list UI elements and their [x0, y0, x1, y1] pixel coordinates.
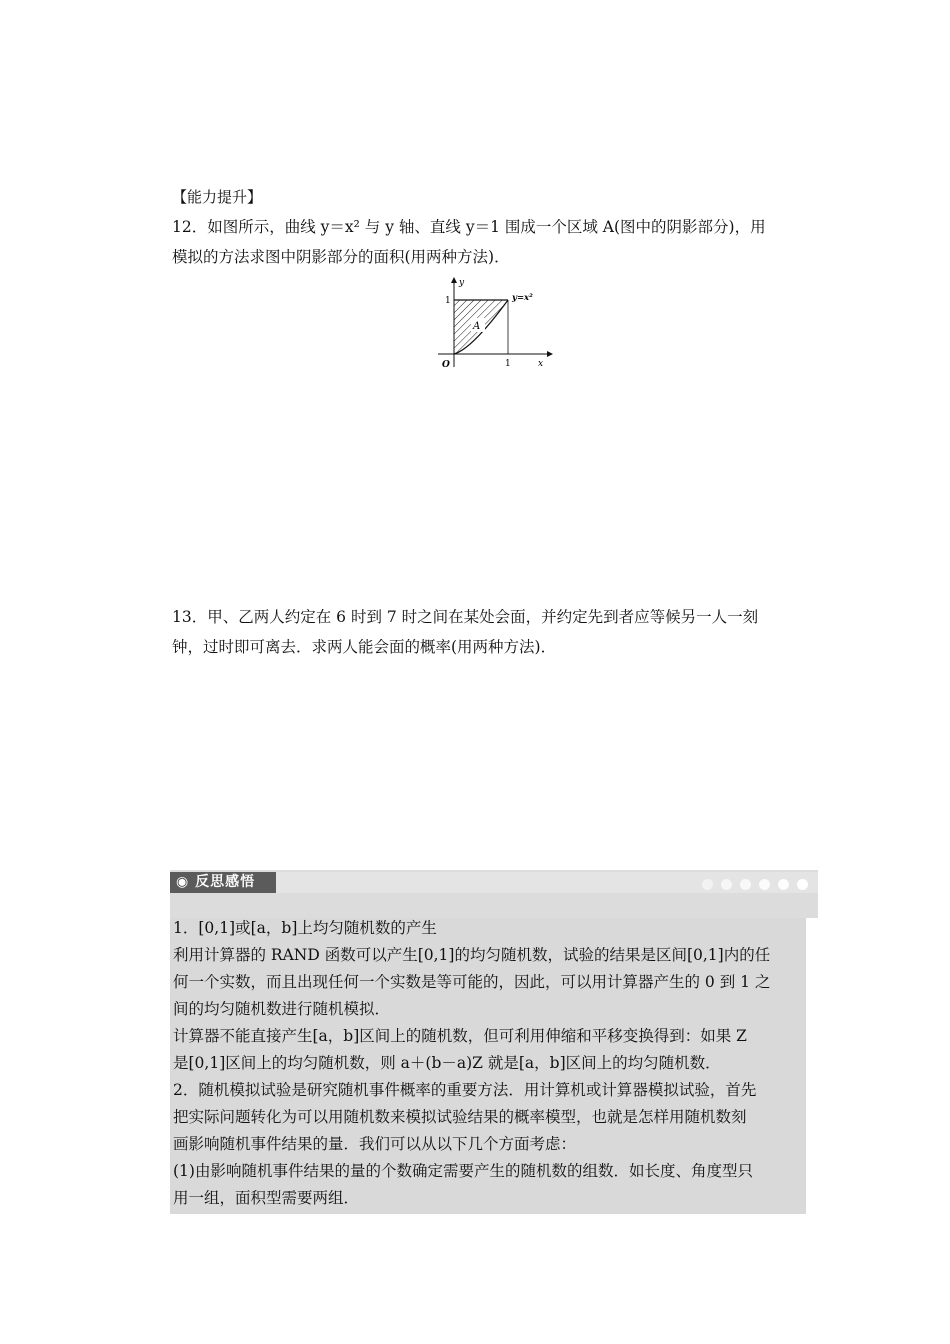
reflection-banner — [170, 870, 818, 918]
y-axis-arrow — [451, 277, 457, 283]
parabola-figure — [435, 275, 555, 379]
region-label: A — [473, 321, 481, 332]
decorative-dots — [702, 879, 808, 890]
parabola-svg — [435, 275, 555, 375]
q13-line-2: 钟，过时即可离去．求两人能会面的概率(用两种方法)． — [172, 638, 557, 656]
reflection-line: 间的均匀随机数进行随机模拟． — [173, 1000, 391, 1018]
reflection-line: (1)由影响随机事件结果的量的个数确定需要产生的随机数的组数．如长度、角度型只 — [173, 1162, 753, 1180]
origin-label: O — [442, 360, 450, 370]
x-axis-arrow — [547, 351, 553, 357]
reflection-content — [170, 918, 806, 1214]
reflection-line: 1．[0,1]或[a，b]上均匀随机数的产生 — [173, 919, 437, 937]
q12-line-2: 模拟的方法求图中阴影部分的面积(用两种方法)． — [172, 248, 510, 266]
section-title: 【能力提升】 — [172, 188, 263, 206]
reflection-line: 2．随机模拟试验是研究随机事件概率的重要方法．用计算机或计算器模拟试验，首先 — [173, 1081, 757, 1099]
dot-icon — [778, 879, 789, 890]
tick-x-1: 1 — [505, 359, 511, 369]
dot-icon — [740, 879, 751, 890]
reflection-line: 是[0,1]区间上的均匀随机数，则 a＋(b－a)Z 就是[a，b]区间上的均匀随机数． — [173, 1054, 721, 1072]
reflection-line: 计算器不能直接产生[a，b]区间上的随机数，但可利用伸缩和平移变换得到：如果 Z — [173, 1027, 747, 1045]
curve-label: y=x² — [512, 293, 533, 303]
q13-line-1: 13．甲、乙两人约定在 6 时到 7 时之间在某处会面，并约定先到者应等候另一人一刻 — [172, 608, 759, 626]
banner-strip — [276, 872, 818, 893]
reflection-title: ◉ 反思感悟 — [170, 872, 276, 893]
dot-icon — [702, 879, 713, 890]
reflection-line: 把实际问题转化为可以用随机数来模拟试验结果的概率模型，也就是怎样用随机数刻 — [173, 1108, 747, 1126]
dot-icon — [759, 879, 770, 890]
reflection-line: 画影响随机事件结果的量．我们可以从以下几个方面考虑： — [173, 1135, 577, 1153]
reflection-line: 用一组，面积型需要两组． — [173, 1189, 360, 1207]
tick-y-1: 1 — [445, 296, 451, 306]
y-axis-label: y — [459, 278, 465, 288]
dot-icon — [797, 879, 808, 890]
x-axis-label: x — [538, 359, 544, 369]
reflection-line: 何一个实数，而且出现任何一个实数是等可能的，因此，可以用计算器产生的 0 到 1 之 — [173, 973, 771, 991]
dot-icon — [721, 879, 732, 890]
reflection-line: 利用计算器的 RAND 函数可以产生[0,1]的均匀随机数，试验的结果是区间[0,1]内的任 — [173, 946, 771, 964]
q12-line-1: 12．如图所示，曲线 y＝x² 与 y 轴、直线 y＝1 围成一个区域 A(图中的阴影部分)，用 — [172, 218, 766, 236]
